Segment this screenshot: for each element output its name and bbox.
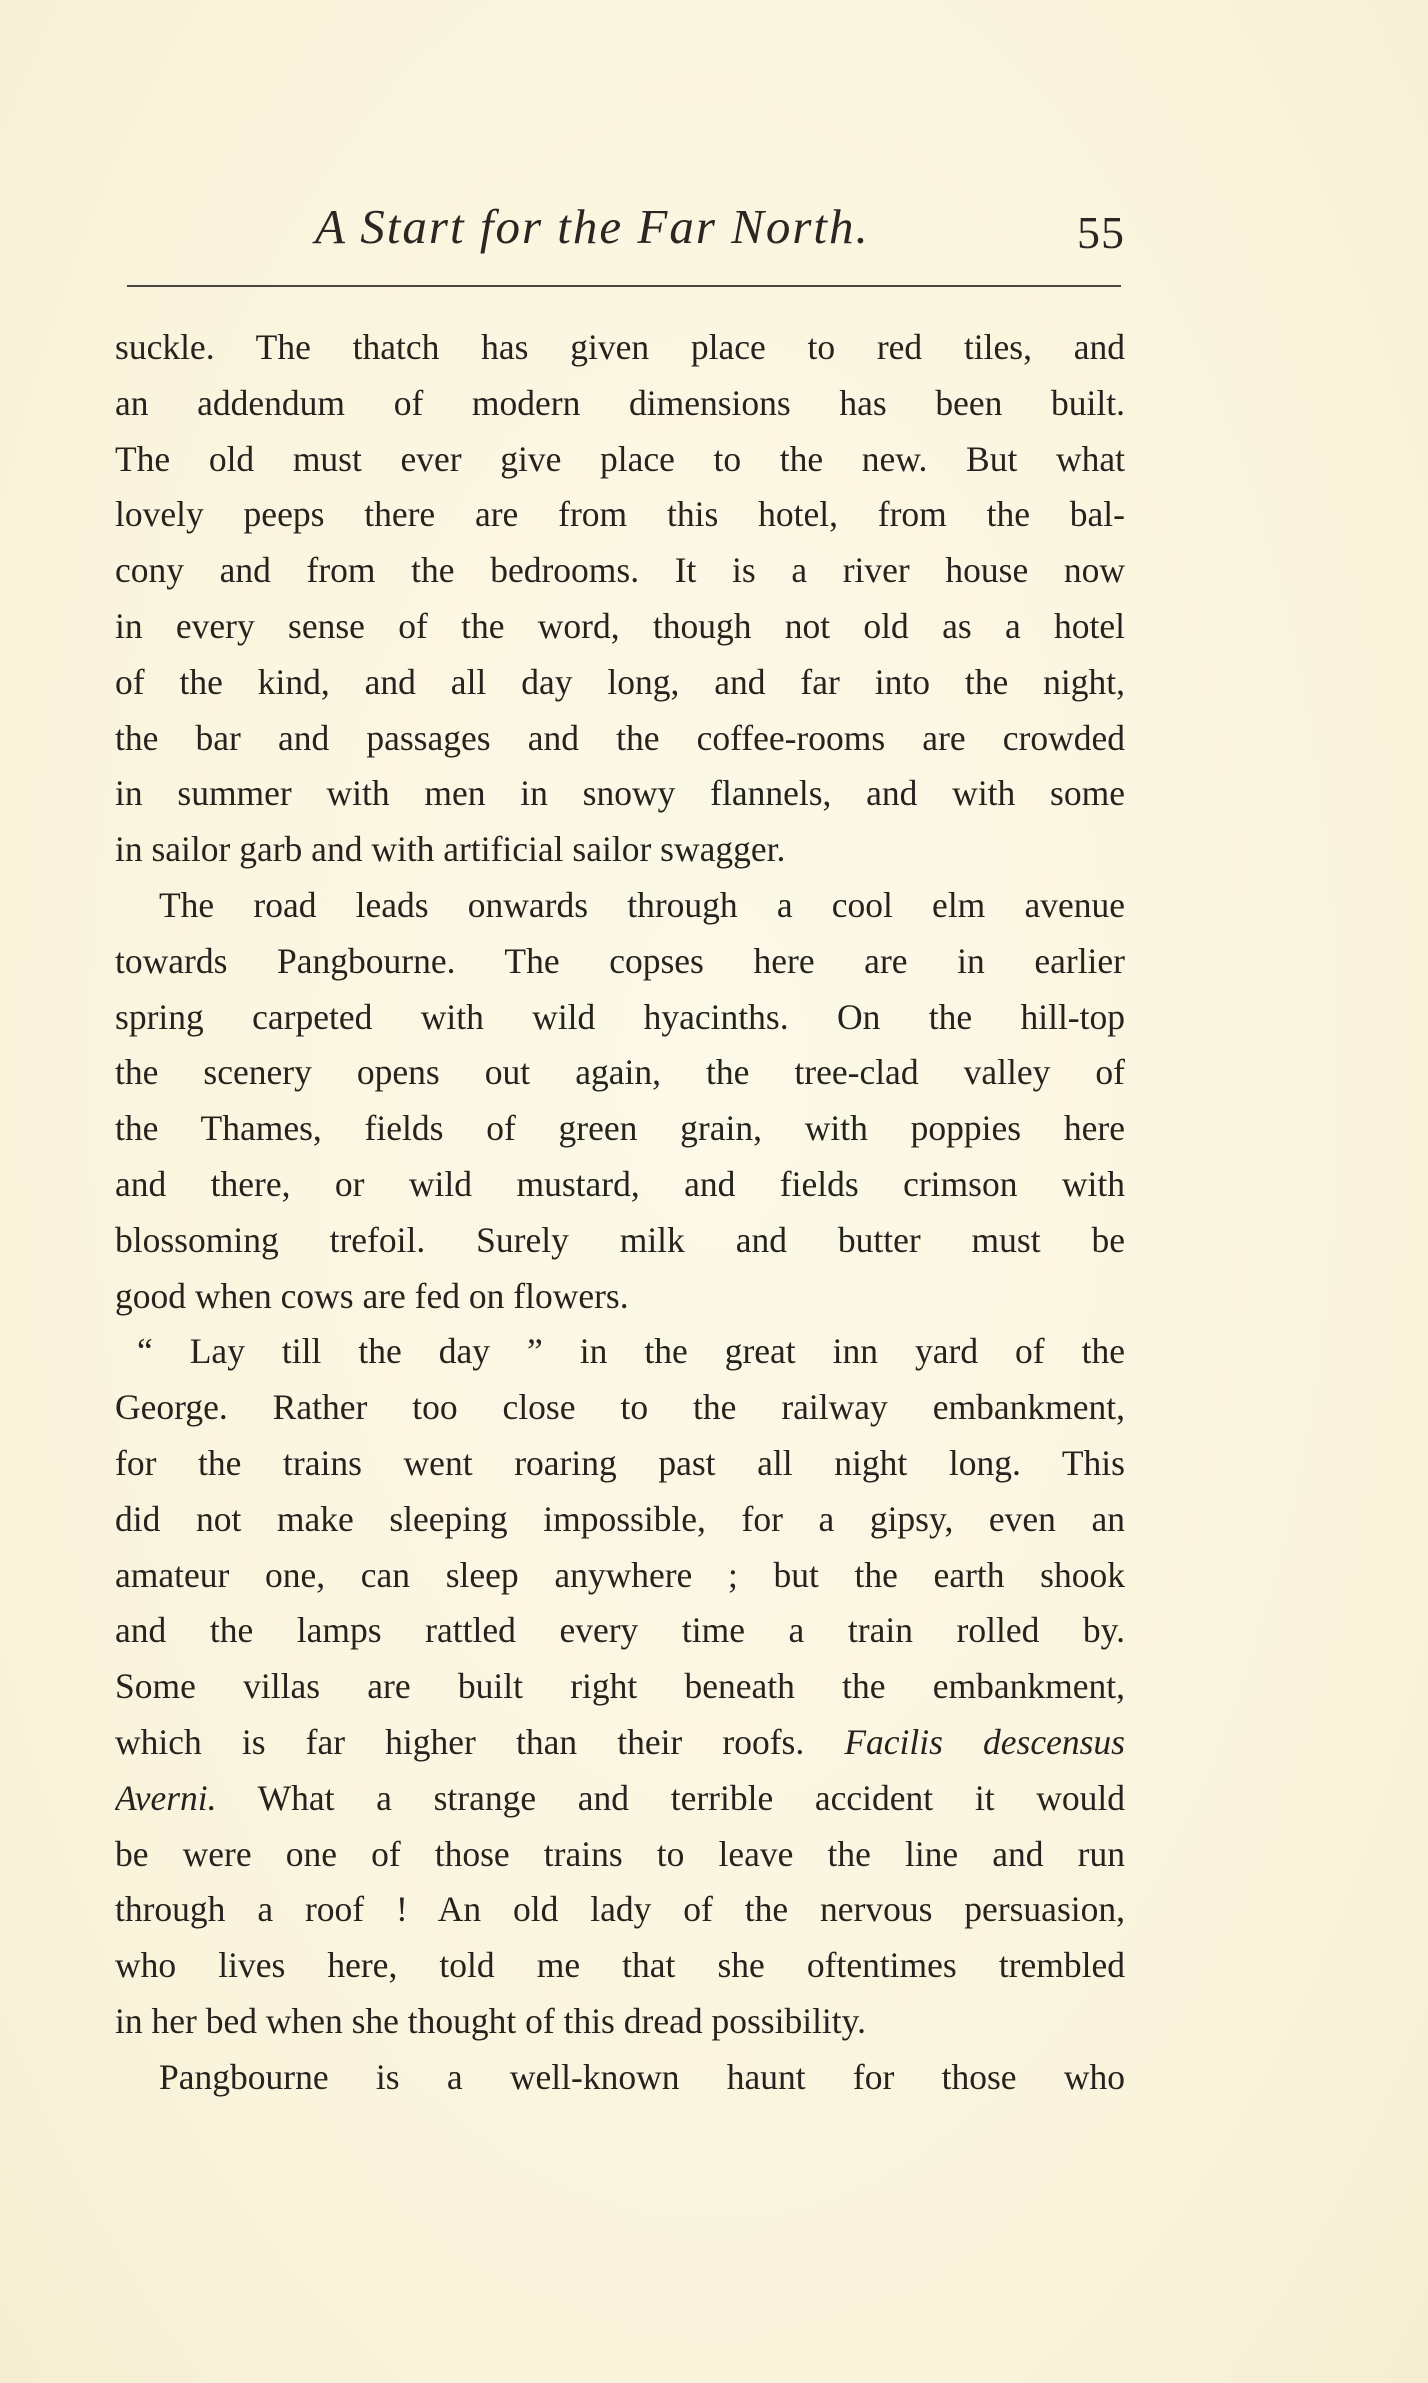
text-line: The old must ever give place to the new. But what — [115, 438, 1125, 479]
latin-phrase-end: Averni. — [115, 1777, 217, 1818]
text-line: in sailor garb and with artificial sailor swagger. — [115, 829, 786, 870]
text-line-mixed — [115, 1715, 1125, 1771]
text-line: George. Rather too close to the railway embankment, — [115, 1387, 1125, 1428]
text-line: the bar and passages and the coffee-rooms are crowded — [115, 717, 1125, 758]
text-line: amateur one, can sleep anywhere ; but the earth shook — [115, 1554, 1125, 1595]
page-number: 55 — [1077, 207, 1125, 258]
text-line: the scenery opens out again, the tree-clad valley of — [115, 1052, 1125, 1093]
text-line: “ Lay till the day ” in the great inn yard of the — [137, 1331, 1125, 1372]
text-line: blossoming trefoil. Surely milk and butter must be — [115, 1219, 1125, 1260]
text-line: in every sense of the word, though not old as a hotel — [115, 605, 1125, 646]
body-text — [115, 320, 1125, 2106]
text-line: an addendum of modern dimensions has been built. — [115, 382, 1125, 423]
text-line: in her bed when she thought of this dread possibility. — [115, 2000, 866, 2041]
text-line: the Thames, fields of green grain, with poppies here — [115, 1108, 1125, 1149]
text-line: The road leads onwards through a cool elm avenue — [159, 884, 1125, 925]
line-text-roman: What a strange and terrible accident it would — [257, 1777, 1125, 1818]
latin-phrase: Facilis descensus — [844, 1721, 1125, 1762]
text-line: and the lamps rattled every time a train rolled by. — [115, 1610, 1125, 1651]
text-line: and there, or wild mustard, and fields crimson with — [115, 1163, 1125, 1204]
text-line: good when cows are fed on flowers. — [115, 1275, 629, 1316]
text-line: Pangbourne is a well-known haunt for those who — [159, 2056, 1125, 2097]
text-line: who lives here, told me that she oftentimes trembled — [115, 1945, 1125, 1986]
text-line: cony and from the bedrooms. It is a river house now — [115, 550, 1125, 591]
text-line-mixed — [115, 1771, 1125, 1827]
text-line: did not make sleeping impossible, for a gipsy, even an — [115, 1498, 1125, 1539]
text-line: in summer with men in snowy flannels, and with some — [115, 773, 1125, 814]
text-line: lovely peeps there are from this hotel, from the bal- — [115, 494, 1125, 535]
running-head — [115, 198, 1125, 268]
text-line: through a roof ! An old lady of the nervous persuasion, — [115, 1889, 1125, 1930]
text-line: spring carpeted with wild hyacinths. On the hill-top — [115, 996, 1125, 1037]
line-text-roman: which is far higher than their roofs. — [115, 1721, 805, 1762]
text-line: towards Pangbourne. The copses here are in earlier — [115, 940, 1125, 981]
text-line: for the trains went roaring past all night long. This — [115, 1442, 1125, 1483]
header-rule — [127, 285, 1121, 287]
text-line: suckle. The thatch has given place to red tiles, and — [115, 327, 1125, 367]
running-title: A Start for the Far North. — [315, 199, 870, 254]
text-line: be were one of those trains to leave the line and run — [115, 1833, 1125, 1874]
text-line: of the kind, and all day long, and far into the night, — [115, 661, 1125, 702]
text-line: Some villas are built right beneath the embankment, — [115, 1666, 1125, 1707]
